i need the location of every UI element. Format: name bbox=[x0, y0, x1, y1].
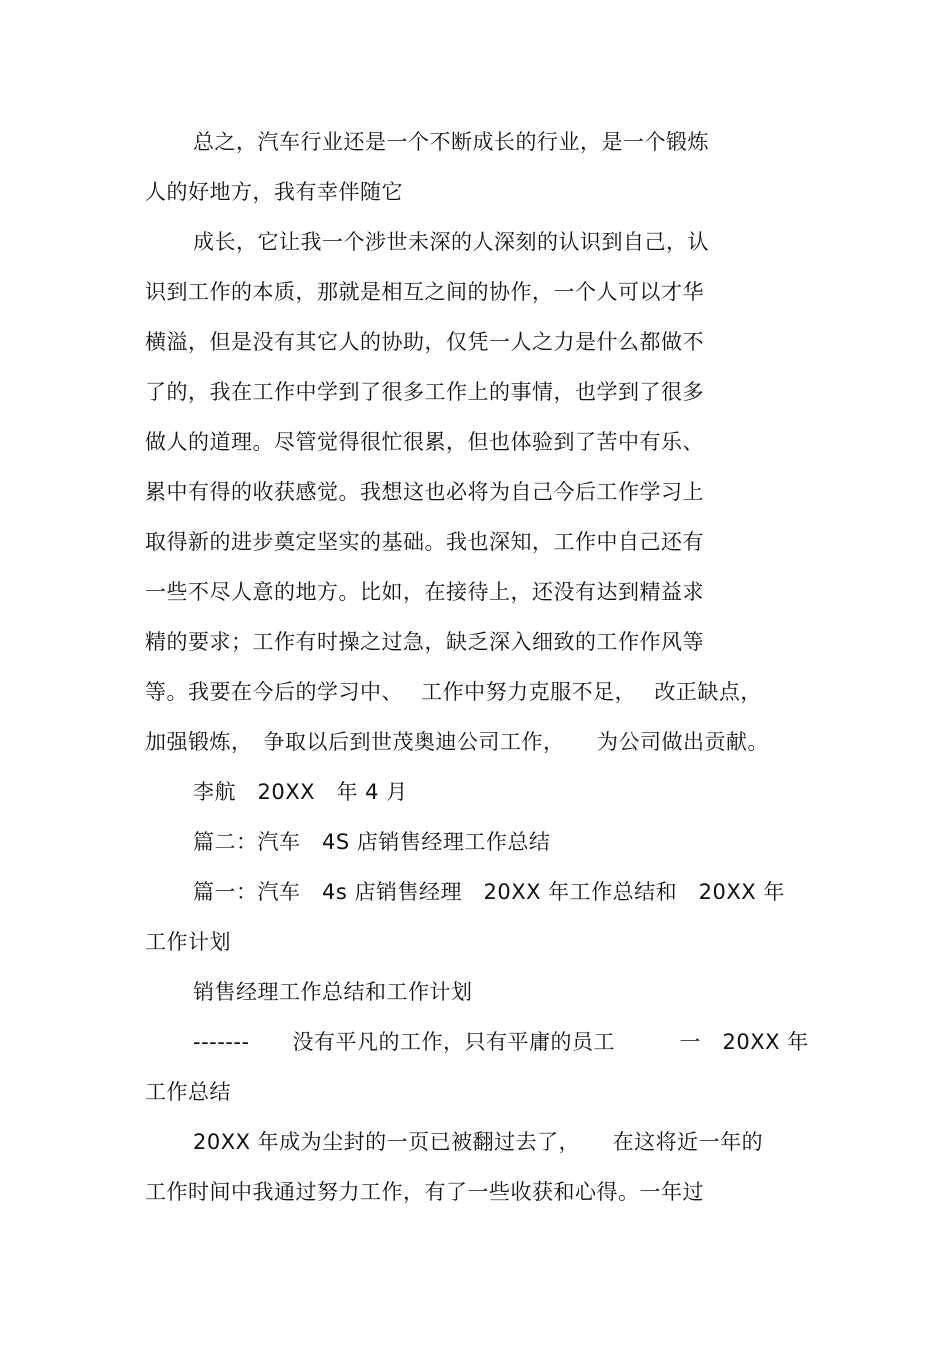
section-heading: 篇一：汽车 4s 店销售经理 20XX 年工作总结和 20XX 年 bbox=[193, 880, 785, 904]
text-line: 一些不尽人意的地方。比如，在接待上，还没有达到精益求 bbox=[145, 580, 704, 604]
text-line: 加强锻炼， 争取以后到世茂奥迪公司工作， 为公司做出贡献。 bbox=[145, 730, 769, 754]
text-line: 取得新的进步奠定坚实的基础。我也深知，工作中自己还有 bbox=[145, 530, 704, 554]
motto-line: ------- 没有平凡的工作，只有平庸的员工 一 20XX 年 bbox=[193, 1030, 809, 1054]
text-line: 横溢，但是没有其它人的协助，仅凭一人之力是什么都做不 bbox=[145, 330, 704, 354]
text-line: 识到工作的本质，那就是相互之间的协作，一个人可以才华 bbox=[145, 280, 704, 304]
text-line: 20XX 年成为尘封的一页已被翻过去了， 在这将近一年的 bbox=[193, 1130, 764, 1154]
text-line: 工作时间中我通过努力工作，有了一些收获和心得。一年过 bbox=[145, 1180, 704, 1204]
text-line: 做人的道理。尽管觉得很忙很累，但也体验到了苦中有乐、 bbox=[145, 430, 704, 454]
section-heading-continued: 工作计划 bbox=[145, 930, 231, 954]
signature-line: 李航 20XX 年 4 月 bbox=[193, 780, 408, 804]
text-line: 总之，汽车行业还是一个不断成长的行业，是一个锻炼 bbox=[193, 130, 709, 154]
text-line: 等。我要在今后的学习中、 工作中努力克服不足， 改正缺点， bbox=[145, 680, 762, 704]
text-line: 累中有得的收获感觉。我想这也必将为自己今后工作学习上 bbox=[145, 480, 704, 504]
section-heading: 篇二：汽车 4S 店销售经理工作总结 bbox=[193, 830, 551, 854]
text-line: 精的要求；工作有时操之过急，缺乏深入细致的工作作风等 bbox=[145, 630, 704, 654]
text-line: 人的好地方，我有幸伴随它 bbox=[145, 180, 403, 204]
text-line: 了的，我在工作中学到了很多工作上的事情，也学到了很多 bbox=[145, 380, 704, 404]
subheading: 销售经理工作总结和工作计划 bbox=[193, 980, 473, 1004]
text-line: 成长，它让我一个涉世未深的人深刻的认识到自己，认 bbox=[193, 230, 709, 254]
subheading: 工作总结 bbox=[145, 1080, 231, 1104]
